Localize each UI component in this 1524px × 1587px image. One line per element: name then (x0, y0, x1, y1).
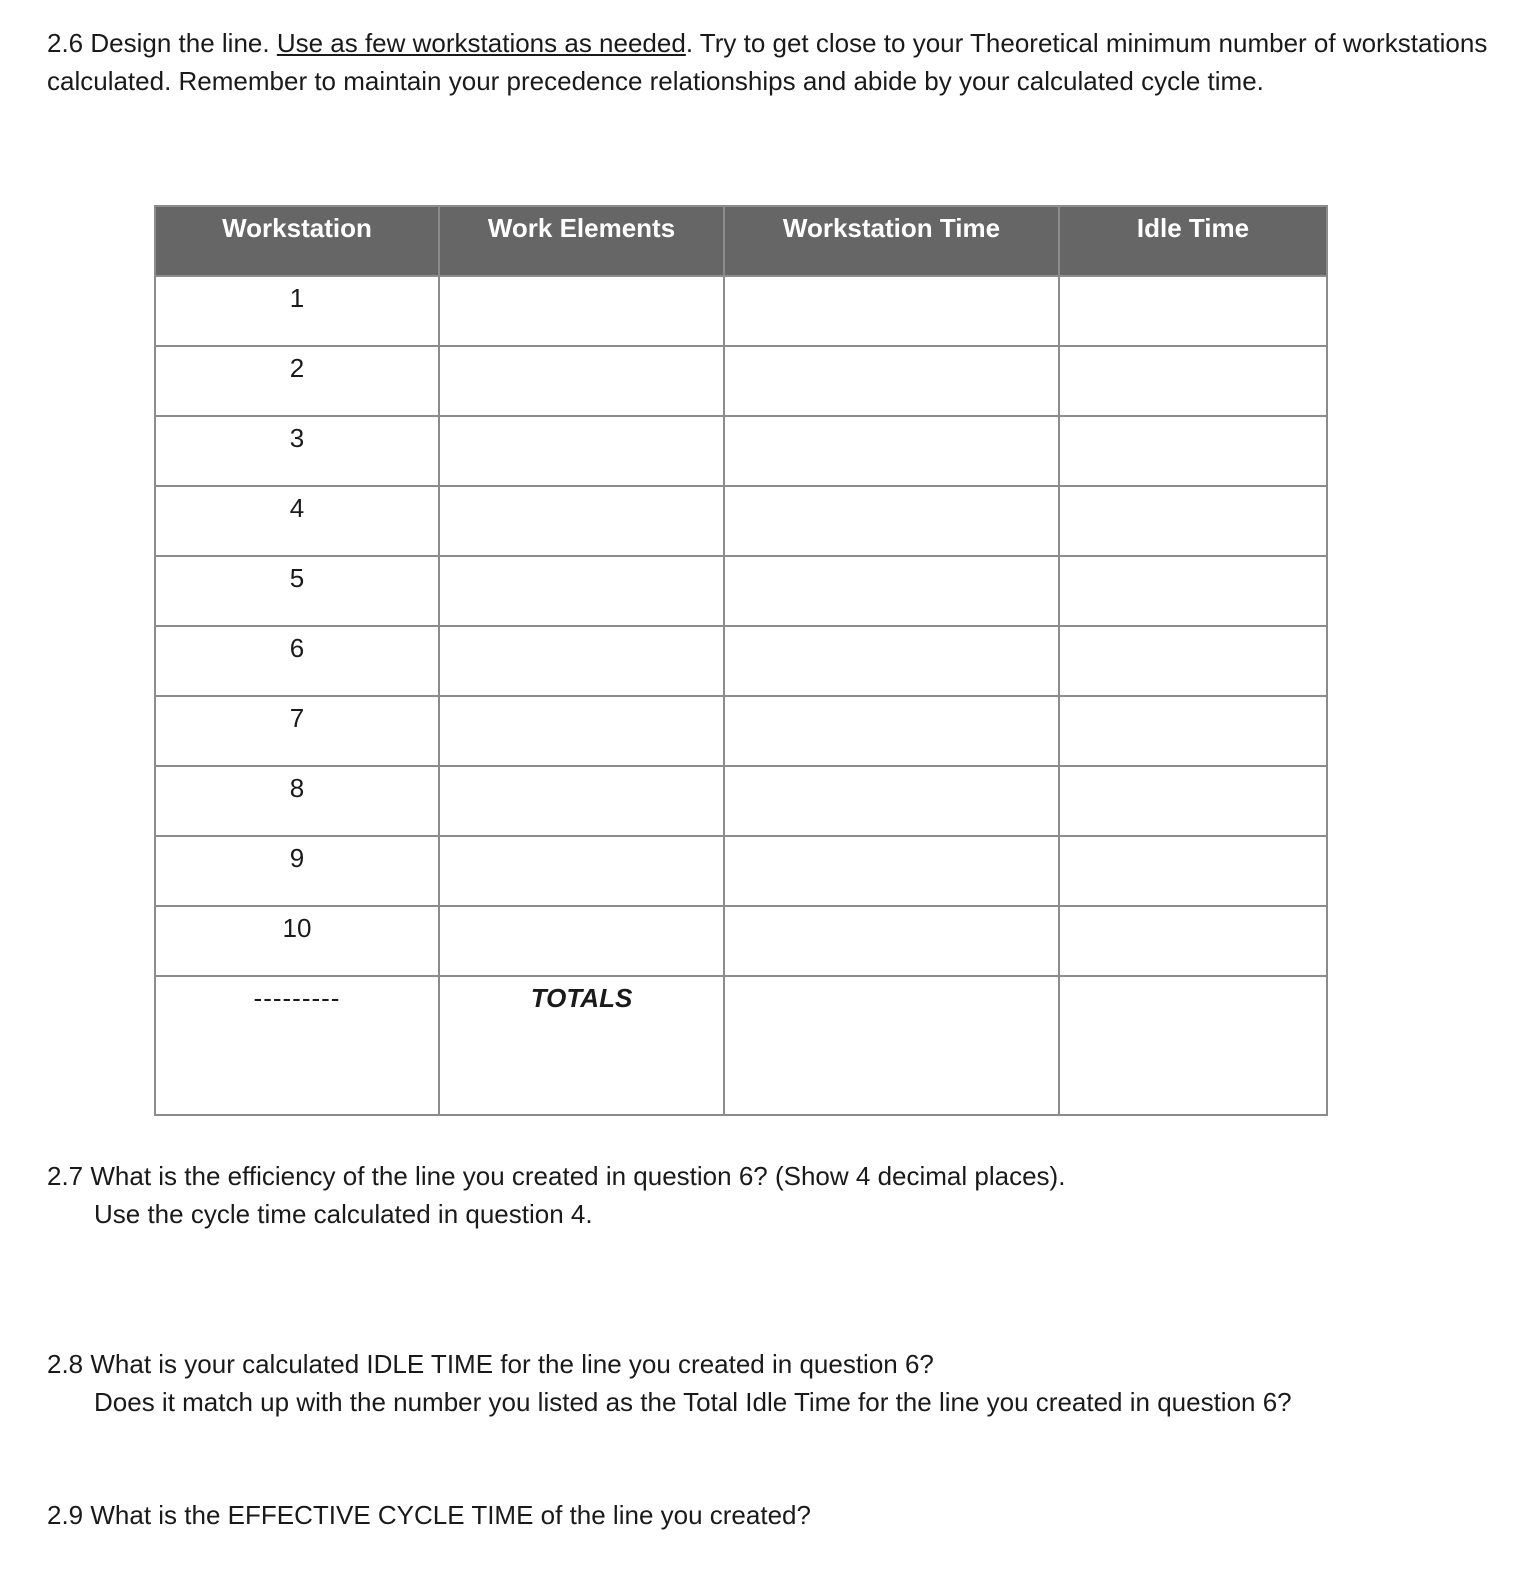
workstation-time-cell[interactable] (724, 906, 1059, 976)
work-elements-cell[interactable] (439, 836, 724, 906)
workstation-number: 3 (155, 416, 439, 486)
header-workstation-time: Workstation Time (724, 206, 1059, 276)
table-row (155, 626, 1327, 696)
work-elements-cell[interactable] (439, 906, 724, 976)
work-elements-cell[interactable] (439, 556, 724, 626)
q27-line1: 2.7 What is the efficiency of the line you created in question 6? (Show 4 decimal places). (47, 1161, 1066, 1191)
question-2-9 (47, 1496, 1467, 1534)
question-2-6 (47, 24, 1497, 100)
question-2-8 (47, 1345, 1467, 1421)
workstation-number: 1 (155, 276, 439, 346)
workstation-time-cell[interactable] (724, 346, 1059, 416)
idle-time-cell[interactable] (1059, 696, 1327, 766)
workstation-number: 4 (155, 486, 439, 556)
table-row (155, 416, 1327, 486)
workstation-table (154, 205, 1328, 1116)
work-elements-cell[interactable] (439, 766, 724, 836)
q28-line1: 2.8 What is your calculated IDLE TIME for the line you created in question 6? (47, 1349, 934, 1379)
table-row (155, 696, 1327, 766)
table-row (155, 766, 1327, 836)
workstation-time-cell[interactable] (724, 766, 1059, 836)
workstation-time-cell[interactable] (724, 836, 1059, 906)
q27-line2: Use the cycle time calculated in question 4. (94, 1199, 593, 1229)
table-row (155, 906, 1327, 976)
work-elements-cell[interactable] (439, 626, 724, 696)
q26-underlined: Use as few workstations as needed (276, 28, 686, 58)
total-workstation-time-cell[interactable] (724, 976, 1059, 1115)
idle-time-cell[interactable] (1059, 416, 1327, 486)
workstation-number: 6 (155, 626, 439, 696)
workstation-number: 7 (155, 696, 439, 766)
idle-time-cell[interactable] (1059, 626, 1327, 696)
table-row (155, 556, 1327, 626)
totals-dashes: --------- (155, 976, 439, 1115)
totals-row (155, 976, 1327, 1115)
idle-time-cell[interactable] (1059, 486, 1327, 556)
idle-time-cell[interactable] (1059, 276, 1327, 346)
workstation-number: 9 (155, 836, 439, 906)
idle-time-cell[interactable] (1059, 836, 1327, 906)
workstation-time-cell[interactable] (724, 486, 1059, 556)
work-elements-cell[interactable] (439, 486, 724, 556)
header-workstation: Workstation (155, 206, 439, 276)
work-elements-cell[interactable] (439, 696, 724, 766)
q28-line2: Does it match up with the number you listed as the Total Idle Time for the line you created in question 6? (94, 1387, 1292, 1417)
workstation-time-cell[interactable] (724, 276, 1059, 346)
total-idle-time-cell[interactable] (1059, 976, 1327, 1115)
header-idle-time: Idle Time (1059, 206, 1327, 276)
idle-time-cell[interactable] (1059, 556, 1327, 626)
workstation-number: 8 (155, 766, 439, 836)
workstation-time-cell[interactable] (724, 626, 1059, 696)
table-row (155, 486, 1327, 556)
q26-rest: . Try to get close to your Theoretical minimum number of workstations calculated. Remember to maintain your precedence relationships and abide by your calculated cycle time. (47, 28, 1488, 96)
table-row (155, 276, 1327, 346)
q29-line1: 2.9 What is the EFFECTIVE CYCLE TIME of the line you created? (47, 1500, 811, 1530)
idle-time-cell[interactable] (1059, 766, 1327, 836)
table-row (155, 346, 1327, 416)
workstation-number: 2 (155, 346, 439, 416)
work-elements-cell[interactable] (439, 276, 724, 346)
workstation-time-cell[interactable] (724, 416, 1059, 486)
workstation-time-cell[interactable] (724, 556, 1059, 626)
idle-time-cell[interactable] (1059, 906, 1327, 976)
workstation-number: 10 (155, 906, 439, 976)
workstation-number: 5 (155, 556, 439, 626)
work-elements-cell[interactable] (439, 416, 724, 486)
header-work-elements: Work Elements (439, 206, 724, 276)
workstation-time-cell[interactable] (724, 696, 1059, 766)
table-header-row (155, 206, 1327, 276)
table-row (155, 836, 1327, 906)
idle-time-cell[interactable] (1059, 346, 1327, 416)
question-2-7 (47, 1157, 1467, 1233)
work-elements-cell[interactable] (439, 346, 724, 416)
totals-label: TOTALS (439, 976, 724, 1115)
q26-lead: 2.6 Design the line. (47, 28, 277, 58)
